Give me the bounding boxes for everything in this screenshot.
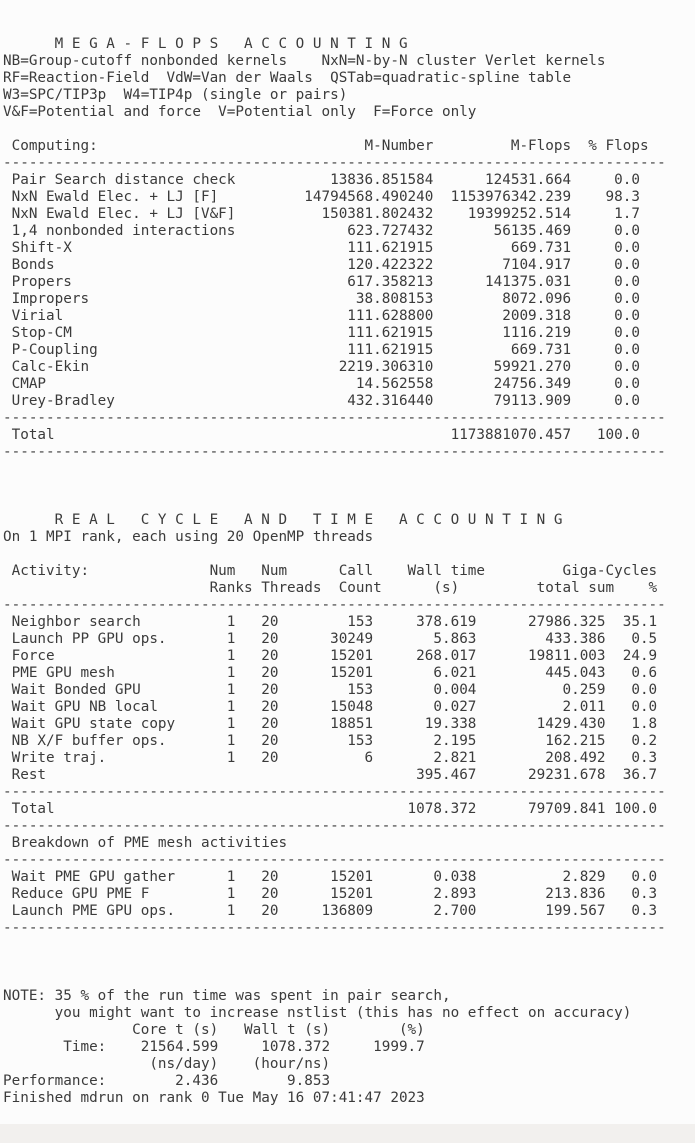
pme-breakdown-row: Reduce GPU PME F 1 20 15201 2.893 213.836 0.3 bbox=[3, 886, 658, 902]
flops-table-row: Impropers 38.808153 8072.096 0.0 bbox=[3, 291, 640, 307]
timing-time-row: Time: 21564.599 1078.372 1999.7 bbox=[3, 1039, 425, 1055]
mega-flops-title: M E G A - F L O P S A C C O U N T I N G bbox=[3, 36, 408, 52]
cycle-table-row: Launch PP GPU ops. 1 20 30249 5.863 433.386 0.5 bbox=[3, 631, 658, 647]
blank-line bbox=[3, 461, 695, 478]
flops-table-row: Calc-Ekin 2219.306310 59921.270 0.0 bbox=[3, 359, 640, 375]
cycle-table-row: Write traj. 1 20 6 2.821 208.492 0.3 bbox=[3, 750, 658, 766]
flops-table-row: Virial 111.628800 2009.318 0.0 bbox=[3, 308, 640, 324]
performance-row: Performance: 2.436 9.853 bbox=[3, 1073, 331, 1089]
cycle-accounting-section bbox=[3, 512, 695, 954]
flops-table-row: Pair Search distance check 13836.851584 124531.664 0.0 bbox=[3, 172, 640, 188]
flops-table-row: CMAP 14.562558 24756.349 0.0 bbox=[3, 376, 640, 392]
cycle-table-row: PME GPU mesh 1 20 15201 6.021 445.043 0.6 bbox=[3, 665, 658, 681]
cycle-table-row: Wait GPU state copy 1 20 18851 19.338 1429.430 1.8 bbox=[3, 716, 658, 732]
bottom-strip bbox=[0, 1124, 695, 1143]
mega-flops-section bbox=[3, 36, 695, 478]
cycle-table-row: Force 1 20 15201 268.017 19811.003 24.9 bbox=[3, 648, 658, 664]
flops-table-row: Stop-CM 111.621915 1116.219 0.0 bbox=[3, 325, 640, 341]
blank-line bbox=[3, 937, 695, 954]
pme-breakdown-title: Breakdown of PME mesh activities bbox=[3, 835, 288, 851]
cycle-table-row: NB X/F buffer ops. 1 20 153 2.195 162.215 0.2 bbox=[3, 733, 658, 749]
pme-breakdown-row: Launch PME GPU ops. 1 20 136809 2.700 199.567 0.3 bbox=[3, 903, 658, 919]
cycle-table-row: Wait GPU NB local 1 20 15048 0.027 2.011 0.0 bbox=[3, 699, 658, 715]
flops-table-row: P-Coupling 111.621915 669.731 0.0 bbox=[3, 342, 640, 358]
cycle-table-header-2: Ranks Threads Count (s) total sum % bbox=[3, 580, 658, 596]
flops-legend-line-1: NB=Group-cutoff nonbonded kernels NxN=N-by-N cluster Verlet kernels bbox=[3, 53, 606, 69]
blank-line bbox=[3, 546, 695, 563]
timing-header-row: Core t (s) Wall t (s) (%) bbox=[3, 1022, 425, 1038]
cycle-table-row: Wait Bonded GPU 1 20 153 0.004 0.259 0.0 bbox=[3, 682, 658, 698]
separator-line: ----------------------------------------------------------------------------- bbox=[3, 410, 666, 426]
cycle-table-header-1: Activity: Num Num Call Wall time Giga-Cycles bbox=[3, 563, 658, 579]
flops-total-row: Total 1173881070.457 100.0 bbox=[3, 427, 640, 443]
pme-breakdown-row: Wait PME GPU gather 1 20 15201 0.038 2.829 0.0 bbox=[3, 869, 658, 885]
cycle-total-row: Total 1078.372 79709.841 100.0 bbox=[3, 801, 658, 817]
separator-line: ----------------------------------------------------------------------------- bbox=[3, 444, 666, 460]
flops-table-header: Computing: M-Number M-Flops % Flops bbox=[3, 138, 649, 154]
flops-table-row: NxN Ewald Elec. + LJ [V&F] 150381.802432 19399252.514 1.7 bbox=[3, 206, 640, 222]
cycle-subtitle: On 1 MPI rank, each using 20 OpenMP threads bbox=[3, 529, 374, 545]
separator-line: ----------------------------------------------------------------------------- bbox=[3, 784, 666, 800]
cycle-title: R E A L C Y C L E A N D T I M E A C C O U N T I N G bbox=[3, 512, 563, 528]
cycle-table-row: Neighbor search 1 20 153 378.619 27986.325 35.1 bbox=[3, 614, 658, 630]
note-line-2: you might want to increase nstlist (this has no effect on accuracy) bbox=[3, 1005, 632, 1021]
summary-section bbox=[3, 988, 695, 1107]
flops-legend-line-3: W3=SPC/TIP3p W4=TIP4p (single or pairs) bbox=[3, 87, 348, 103]
note-line-1: NOTE: 35 % of the run time was spent in pair search, bbox=[3, 988, 451, 1004]
flops-legend-line-2: RF=Reaction-Field VdW=Van der Waals QSTab=quadratic-spline table bbox=[3, 70, 572, 86]
separator-line: ----------------------------------------------------------------------------- bbox=[3, 852, 666, 868]
finished-line: Finished mdrun on rank 0 Tue May 16 07:41:47 2023 bbox=[3, 1090, 425, 1106]
separator-line: ----------------------------------------------------------------------------- bbox=[3, 818, 666, 834]
separator-line: ----------------------------------------------------------------------------- bbox=[3, 597, 666, 613]
separator-line: ----------------------------------------------------------------------------- bbox=[3, 155, 666, 171]
flops-legend-line-4: V&F=Potential and force V=Potential only F=Force only bbox=[3, 104, 477, 120]
separator-line: ----------------------------------------------------------------------------- bbox=[3, 920, 666, 936]
flops-table-row: Bonds 120.422322 7104.917 0.0 bbox=[3, 257, 640, 273]
flops-table-row: Propers 617.358213 141375.031 0.0 bbox=[3, 274, 640, 290]
cycle-table-row: Rest 395.467 29231.678 36.7 bbox=[3, 767, 658, 783]
timing-units-row: (ns/day) (hour/ns) bbox=[3, 1056, 331, 1072]
flops-table-row: Shift-X 111.621915 669.731 0.0 bbox=[3, 240, 640, 256]
blank-line bbox=[3, 121, 695, 138]
flops-table-row: 1,4 nonbonded interactions 623.727432 56135.469 0.0 bbox=[3, 223, 640, 239]
flops-table-row: Urey-Bradley 432.316440 79113.909 0.0 bbox=[3, 393, 640, 409]
flops-table-row: NxN Ewald Elec. + LJ [F] 14794568.490240 1153976342.239 98.3 bbox=[3, 189, 640, 205]
